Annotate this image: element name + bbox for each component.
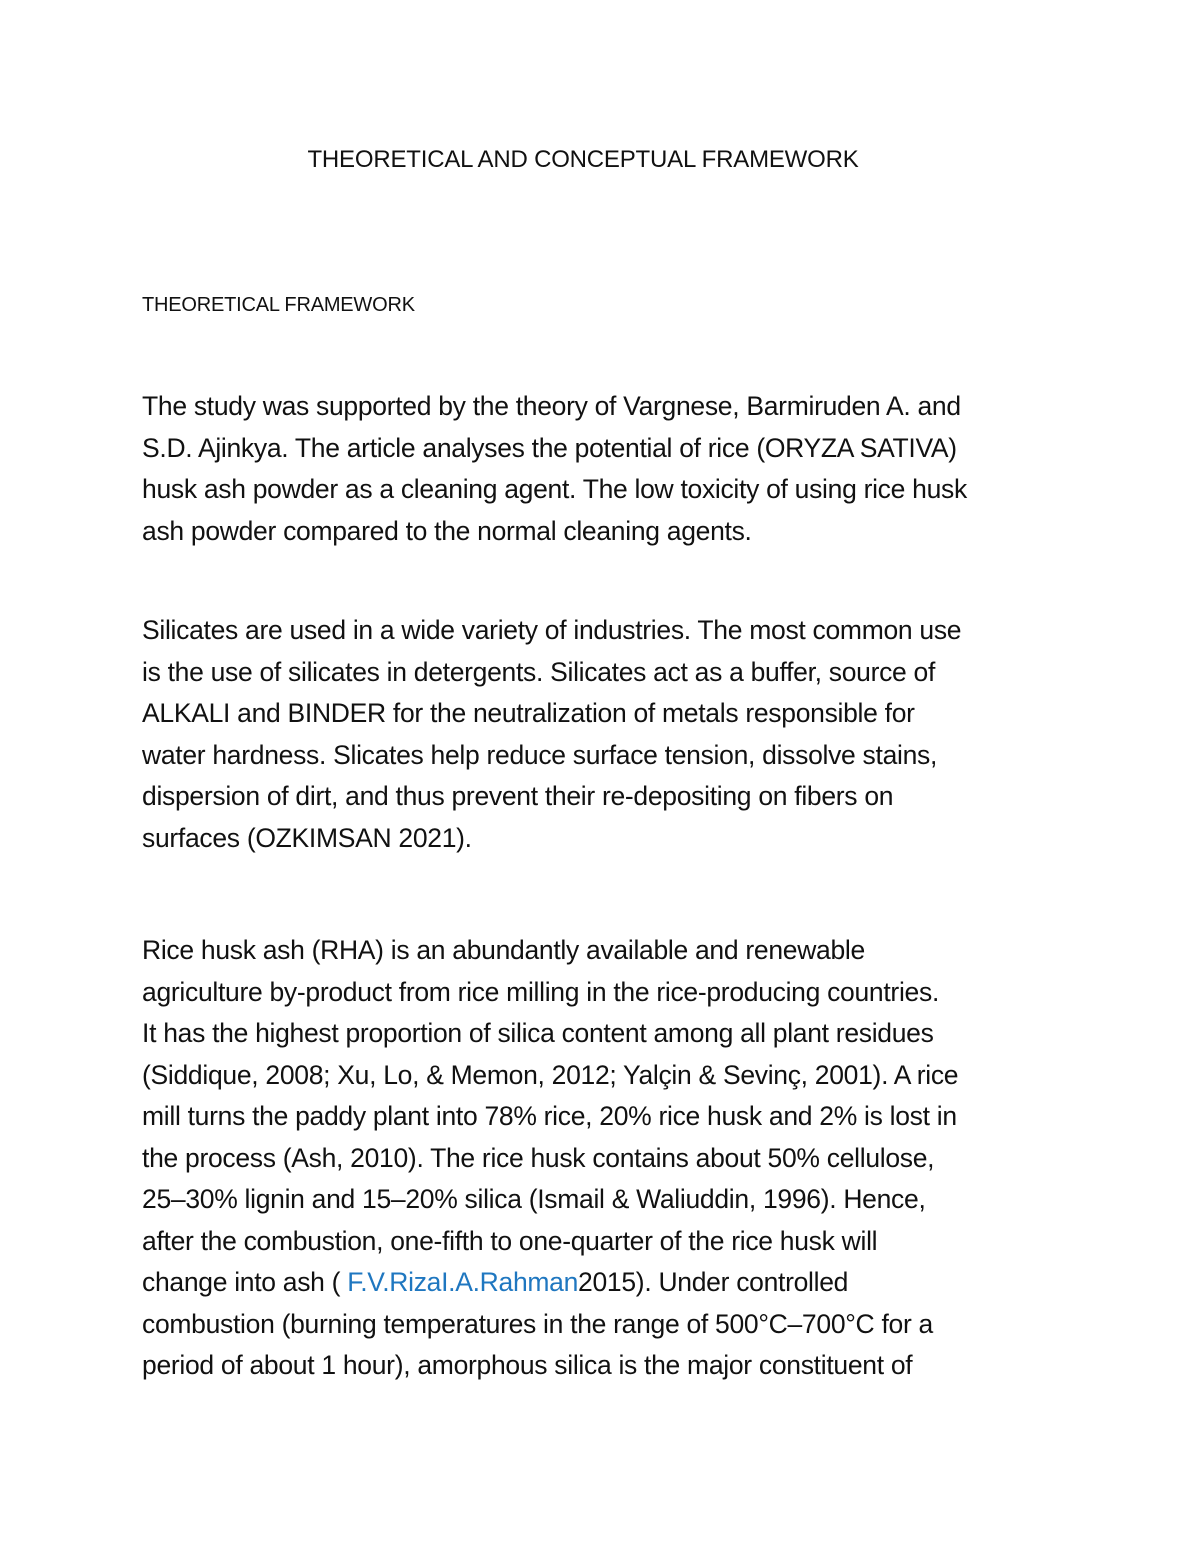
text-line: Rice husk ash (RHA) is an abundantly available and renewable (142, 935, 865, 965)
text-line: (Siddique, 2008; Xu, Lo, & Memon, 2012; Yalçin & Sevinç, 2001). A rice (142, 1059, 959, 1090)
text-line: dispersion of dirt, and thus prevent their re-depositing on fibers on (142, 781, 894, 811)
text-line: It has the highest proportion of silica content among all plant residues (142, 1018, 934, 1048)
text-line: surfaces (OZKIMSAN 2021). (142, 822, 472, 853)
text-line: mill turns the paddy plant into 78% rice, 20% rice husk and 2% is lost in (142, 1101, 957, 1131)
text-line: period of about 1 hour), amorphous silica is the major constituent of (142, 1350, 913, 1380)
page-title: THEORETICAL AND CONCEPTUAL FRAMEWORK (307, 146, 859, 173)
text-segment: 2015). Under controlled (578, 1267, 849, 1297)
text-line: agriculture by-product from rice milling in the rice-producing countries. (142, 976, 940, 1007)
text-line: 25–30% lignin and 15–20% silica (Ismail & Waliuddin, 1996). Hence, (142, 1184, 926, 1214)
text-line: Silicates are used in a wide variety of industries. The most common use (142, 615, 962, 645)
text-line: after the combustion, one-fifth to one-quarter of the rice husk will (142, 1225, 878, 1256)
paragraph-rice-husk-ash (142, 930, 1082, 1387)
text-line: ash powder compared to the normal cleaning agents. (142, 515, 752, 546)
text-line-with-citation (142, 1262, 1082, 1304)
text-segment: change into ash ( (142, 1267, 348, 1297)
paragraph-theory (142, 386, 1082, 552)
text-line: combustion (burning temperatures in the range of 500°C–700°C for a (142, 1308, 933, 1339)
text-line: The study was supported by the theory of Vargnese, Barmiruden A. and (142, 391, 961, 421)
section-heading: THEORETICAL FRAMEWORK (142, 294, 415, 316)
text-line: water hardness. Slicates help reduce surface tension, dissolve stains, (142, 739, 938, 770)
citation-link[interactable]: F.V.RizaI.A.Rahman (347, 1267, 579, 1297)
text-line: ALKALI and BINDER for the neutralization of metals responsible for (142, 698, 915, 728)
text-line: S.D. Ajinkya. The article analyses the potential of rice (ORYZA SATIVA) (142, 432, 957, 463)
text-line: is the use of silicates in detergents. Silicates act as a buffer, source of (142, 656, 936, 687)
paragraph-silicates (142, 610, 1082, 859)
text-line: husk ash powder as a cleaning agent. The low toxicity of using rice husk (142, 474, 967, 504)
text-line: the process (Ash, 2010). The rice husk contains about 50% cellulose, (142, 1142, 935, 1173)
